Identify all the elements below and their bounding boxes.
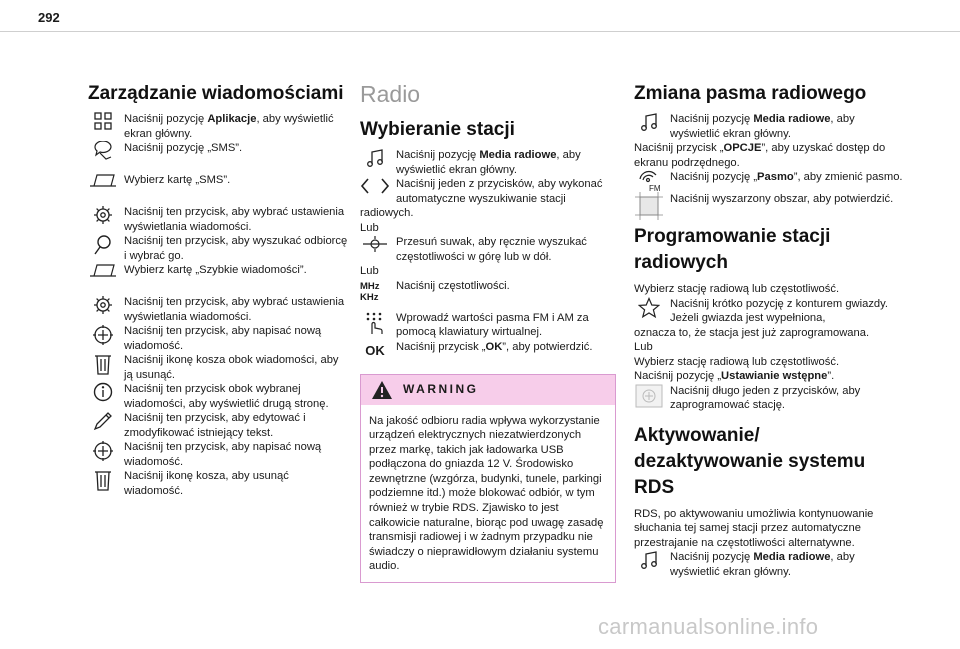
entry-display-settings-1 bbox=[88, 205, 350, 234]
add-message-icon bbox=[88, 440, 118, 462]
settings-gear-icon bbox=[88, 205, 118, 227]
entry-text: Naciśnij ten przycisk, aby wybrać ustawienia wyświetlania wiadomości. bbox=[124, 206, 345, 233]
text-or: Lub bbox=[634, 341, 653, 353]
entry-text: Naciśnij ten przycisk, aby edytować i zmodyfikować istniejący tekst. bbox=[124, 412, 306, 439]
entry-text: Naciśnij pozycję bbox=[670, 551, 754, 563]
entry-text: Naciśnij ikonę kosza, aby usunąć wiadomość. bbox=[124, 470, 289, 497]
music-note-icon bbox=[360, 148, 390, 170]
entry-ok bbox=[360, 340, 618, 364]
entry-media-radio bbox=[634, 112, 904, 141]
entry-text: Naciśnij ten przycisk, aby napisać nową wiadomość. bbox=[124, 441, 322, 468]
entry-text: Naciśnij ten przycisk, aby napisać nową wiadomość. bbox=[124, 325, 322, 352]
entry-text: Naciśnij przycisk „ bbox=[634, 142, 724, 154]
entry-text: Wprowadź wartości pasma FM i AM za pomocą klawiatury wirtualnej. bbox=[396, 311, 589, 338]
warning-box bbox=[360, 374, 616, 584]
entry-bold: Media radiowe bbox=[479, 149, 557, 161]
entry-media-radio bbox=[360, 148, 618, 177]
warning-title: WARNING bbox=[403, 382, 479, 397]
preset-add-icon bbox=[634, 384, 664, 406]
warning-triangle-icon bbox=[371, 380, 393, 400]
entry-text: ”. bbox=[827, 370, 835, 382]
entry-text: ”, aby zmienić pasmo. bbox=[793, 171, 903, 183]
star-outline-icon bbox=[634, 297, 664, 319]
entry-sms-tab bbox=[88, 173, 350, 195]
entry-text: Wybierz kartę „SMS”. bbox=[124, 174, 231, 186]
entry-text: Naciśnij ten przycisk, aby wyszukać odbiorcę i wybrać go. bbox=[124, 235, 348, 262]
keypad-hand-icon bbox=[360, 311, 390, 333]
sms-phone-icon bbox=[88, 141, 118, 163]
paragraph-options bbox=[634, 141, 904, 170]
chapter-title: Radio bbox=[360, 81, 421, 107]
entry-search-recipient bbox=[88, 234, 350, 263]
entry-text: Naciśnij długo jeden z przycisków, aby zaprogramować stację. bbox=[670, 384, 861, 411]
entry-new-message-1 bbox=[88, 324, 350, 353]
section-heading-band: Zmiana pasma radiowego bbox=[634, 83, 867, 104]
text-or: Lub bbox=[360, 221, 379, 234]
entry-text: Naciśnij ten przycisk obok wybranej wiadomości, aby wyświetlić drugą stronę. bbox=[124, 383, 329, 410]
entry-frequency bbox=[360, 279, 618, 305]
section-heading-presets: Programowanie stacji radiowych bbox=[634, 226, 831, 273]
paragraph: RDS, po aktywowaniu umożliwia kontynuowanie słuchania tej samej stacji przez automatyczne przestrajanie na częstotliwości alternatywne. bbox=[634, 507, 874, 549]
entry-bold: Ustawianie wstępne bbox=[721, 370, 828, 382]
entry-text: Naciśnij pozycję bbox=[396, 149, 480, 161]
entry-text: Naciśnij pozycję bbox=[670, 113, 754, 125]
watermark: carmanualsonline.info bbox=[598, 614, 819, 639]
settings-gear-icon bbox=[88, 295, 118, 317]
paragraph: Wybierz stację radiową lub częstotliwość. bbox=[634, 283, 840, 295]
entry-text: Naciśnij pozycję bbox=[124, 113, 208, 125]
apps-grid-icon bbox=[88, 112, 118, 134]
entry-apps bbox=[88, 112, 350, 141]
text-continued: radiowych. bbox=[360, 207, 414, 219]
entry-text: Wybierz kartę „Szybkie wiadomości”. bbox=[124, 264, 307, 276]
text-or: Lub bbox=[360, 265, 379, 277]
paragraph-preset bbox=[634, 369, 904, 384]
page-number: 292 bbox=[38, 10, 60, 25]
entry-star bbox=[634, 297, 904, 326]
khz-label: KHz bbox=[360, 291, 379, 303]
entry-text: Naciśnij pozycję „ bbox=[634, 370, 722, 382]
entry-text: ”, aby potwierdzić. bbox=[502, 340, 593, 353]
entry-text: , aby wyświetlić ekran główny. bbox=[124, 113, 334, 140]
entry-delete-1 bbox=[88, 353, 350, 382]
entry-text: , aby wyświetlić ekran główny. bbox=[670, 113, 855, 140]
entry-text: Naciśnij wyszarzony obszar, aby potwierdzić. bbox=[670, 193, 894, 205]
entry-text: , aby wyświetlić ekran główny. bbox=[396, 149, 581, 176]
entry-text: , aby wyświetlić ekran główny. bbox=[670, 551, 855, 578]
entry-text: Naciśnij częstotliwości. bbox=[396, 279, 510, 292]
warning-text: Na jakość odbioru radia wpływa wykorzystanie urządzeń elektrycznych niezatwierdzonych przez markę, takich jak ładowarka USB podłączona do gniazda 12 V. Środowisko zewnętrzne (wzgórza, budynki, tunele, parkingi podziemne itd.) może blokować odbiór, w tym również w trybie RDS. Zjawisko to jest całkowicie naturalne, biorąc pod uwagę zasadę transmisji radiowej i w żadnym przypadku nie świadczy o nieprawidłowym działaniu systemu audio. bbox=[369, 414, 604, 573]
entry-text: Naciśnij ten przycisk, aby wybrać ustawienia wyświetlania wiadomości. bbox=[124, 296, 345, 323]
entry-auto-search bbox=[360, 177, 618, 206]
entry-greyed-area bbox=[634, 192, 904, 214]
mhz-label: MHz bbox=[360, 280, 380, 292]
section-heading-rds: Aktywowanie/ dezaktywowanie systemu RDS bbox=[634, 424, 866, 498]
ok-icon-label: OK bbox=[365, 343, 385, 359]
fm-band-icon bbox=[634, 170, 664, 192]
entry-delete-2 bbox=[88, 469, 350, 498]
search-magnifier-icon bbox=[88, 234, 118, 256]
slider-icon bbox=[360, 235, 390, 257]
trash-icon bbox=[88, 469, 118, 491]
entry-preset-button bbox=[634, 384, 904, 413]
tab-icon bbox=[88, 173, 118, 195]
entry-bold: Pasmo bbox=[757, 171, 794, 183]
header-rule bbox=[0, 31, 960, 32]
trash-icon bbox=[88, 353, 118, 375]
entry-sms bbox=[88, 141, 350, 163]
entry-media-radio-rds bbox=[634, 550, 904, 579]
pencil-icon bbox=[88, 411, 118, 433]
entry-quick-messages bbox=[88, 263, 350, 285]
entry-text: ”, aby uzyskać dostęp do ekranu podrzędnego. bbox=[634, 142, 886, 169]
add-message-icon bbox=[88, 324, 118, 346]
prev-next-chevrons-icon bbox=[360, 177, 390, 199]
entry-new-message-2 bbox=[88, 440, 350, 469]
text-continued: oznacza to, że stacja jest już zaprogramowana. bbox=[634, 326, 870, 339]
entry-slider bbox=[360, 235, 618, 264]
entry-bold: Media radiowe bbox=[753, 113, 831, 125]
music-note-icon bbox=[634, 550, 664, 572]
info-icon bbox=[88, 382, 118, 404]
tab-icon bbox=[88, 263, 118, 285]
mhz-khz-icon bbox=[360, 279, 390, 305]
entry-edit bbox=[88, 411, 350, 440]
entry-text: Naciśnij ikonę kosza obok wiadomości, aby ją usunąć. bbox=[124, 354, 339, 381]
entry-text: Naciśnij pozycję „ bbox=[670, 171, 758, 183]
entry-text: Naciśnij jeden z przycisków, aby wykonać automatyczne wyszukiwanie stacji bbox=[396, 178, 603, 205]
greyed-grid-icon bbox=[634, 192, 664, 214]
music-note-icon bbox=[634, 112, 664, 134]
entry-text: Naciśnij pozycję „SMS”. bbox=[124, 142, 243, 154]
section-heading-messages: Zarządzanie wiadomościami bbox=[88, 83, 344, 104]
entry-bold: Media radiowe bbox=[753, 551, 831, 563]
ok-button-icon bbox=[360, 340, 390, 364]
entry-text: Naciśnij krótko pozycję z konturem gwiazdy. Jeżeli gwiazda jest wypełniona, bbox=[670, 297, 889, 324]
entry-keyboard bbox=[360, 311, 618, 340]
svg-text:FM: FM bbox=[649, 184, 661, 192]
column-radio bbox=[360, 80, 618, 583]
column-band bbox=[634, 82, 904, 579]
entry-bold: OPCJE bbox=[723, 142, 762, 154]
entry-band bbox=[634, 170, 904, 192]
entry-bold: Aplikacje bbox=[207, 113, 257, 125]
entry-info bbox=[88, 382, 350, 411]
column-messages bbox=[88, 82, 350, 498]
entry-display-settings-2 bbox=[88, 295, 350, 324]
entry-bold: OK bbox=[485, 340, 503, 353]
section-heading-station: Wybieranie stacji bbox=[360, 119, 515, 140]
entry-text: Naciśnij przycisk „ bbox=[396, 340, 486, 353]
entry-text: Przesuń suwak, aby ręcznie wyszukać częstotliwości w górę lub w dół. bbox=[396, 236, 587, 263]
paragraph: Wybierz stację radiową lub częstotliwość. bbox=[634, 355, 840, 368]
warning-header bbox=[361, 375, 615, 405]
